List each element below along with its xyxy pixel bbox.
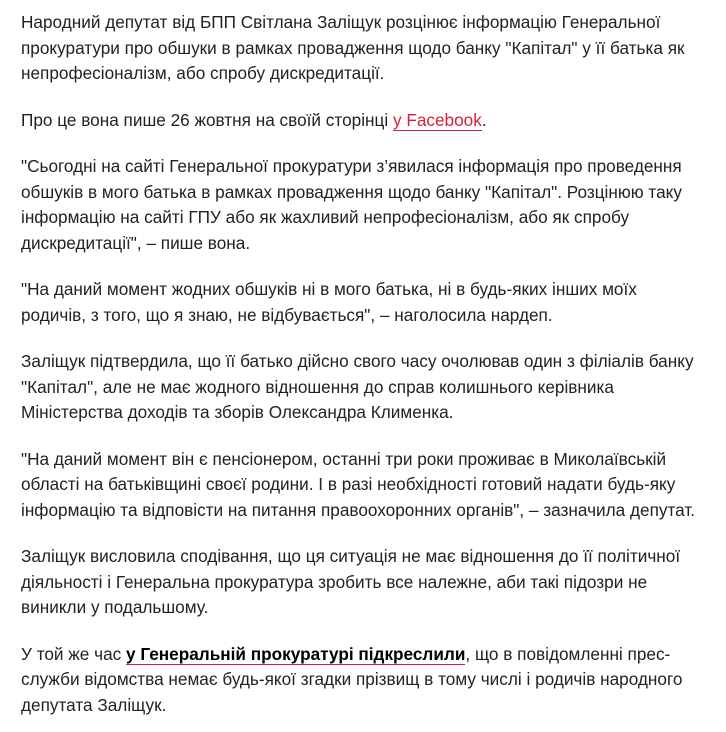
paragraph-8-text-after: , що в повідомленні прес-служби відомства немає будь-якої згадки прізвищ в тому числі і родичів народного депутата Заліщук.	[21, 643, 683, 715]
prosecutor-office-link[interactable]	[126, 644, 465, 665]
paragraph-8-text-before: У той же час	[21, 643, 127, 664]
paragraph-5: Заліщук підтвердила, що її батько дійсно свого часу очолював один з філіалів банку "Капітал", але не має жодного відношення до справ колишнього керівника Міністерства доходів та зборів Олександра Клименка.	[21, 351, 694, 422]
facebook-link[interactable]: у Facebook	[392, 109, 482, 130]
paragraph-3-quote: "Сьогодні на сайті Генеральної прокуратури з’явилася інформація про проведення обшуків в мого батька в рамках провадження щодо банку "Капітал". Розцінюю таку інформацію на сайті ГПУ або як жахливий непрофесіоналізм, або як спробу дискредитації", – пише вона.	[21, 156, 682, 253]
prosecutor-office-link-label: у Генеральній прокуратурі підкреслили	[126, 643, 466, 664]
paragraph-4-quote: "На даний момент жодних обшуків ні в мого батька, ні в будь-яких інших моїх родичів, з того, що я знаю, не відбувається", – наголосила нардеп.	[21, 279, 637, 325]
paragraph-2-text-after: .	[481, 109, 487, 130]
paragraph-8	[21, 642, 706, 719]
paragraph-1: Народний депутат від БПП Світлана Заліщук розцінює інформацію Генеральної прокуратури про обшуки в рамках провадження щодо банку "Капітал" у її батька як непрофесіоналізм, або спробу дискредитації.	[21, 12, 685, 83]
paragraph-7: Заліщук висловила сподівання, що ця ситуація не має відношення до її політичної діяльності і Генеральна прокуратура зробить все належне, аби такі підозри не виникли у подальшому.	[21, 546, 681, 617]
paragraph-2	[21, 108, 706, 134]
paragraph-2-text-before: Про це вона пише 26 жовтня на своїй сторінці	[21, 109, 393, 130]
paragraph-6-quote: "На даний момент він є пенсіонером, останні три роки проживає в Миколаївській області на батьківщині своєї родини. І в разі необхідності готовий надати будь-яку інформацію та відповісти на питання правоохоронних органів", – зазначила депутат.	[21, 448, 696, 520]
